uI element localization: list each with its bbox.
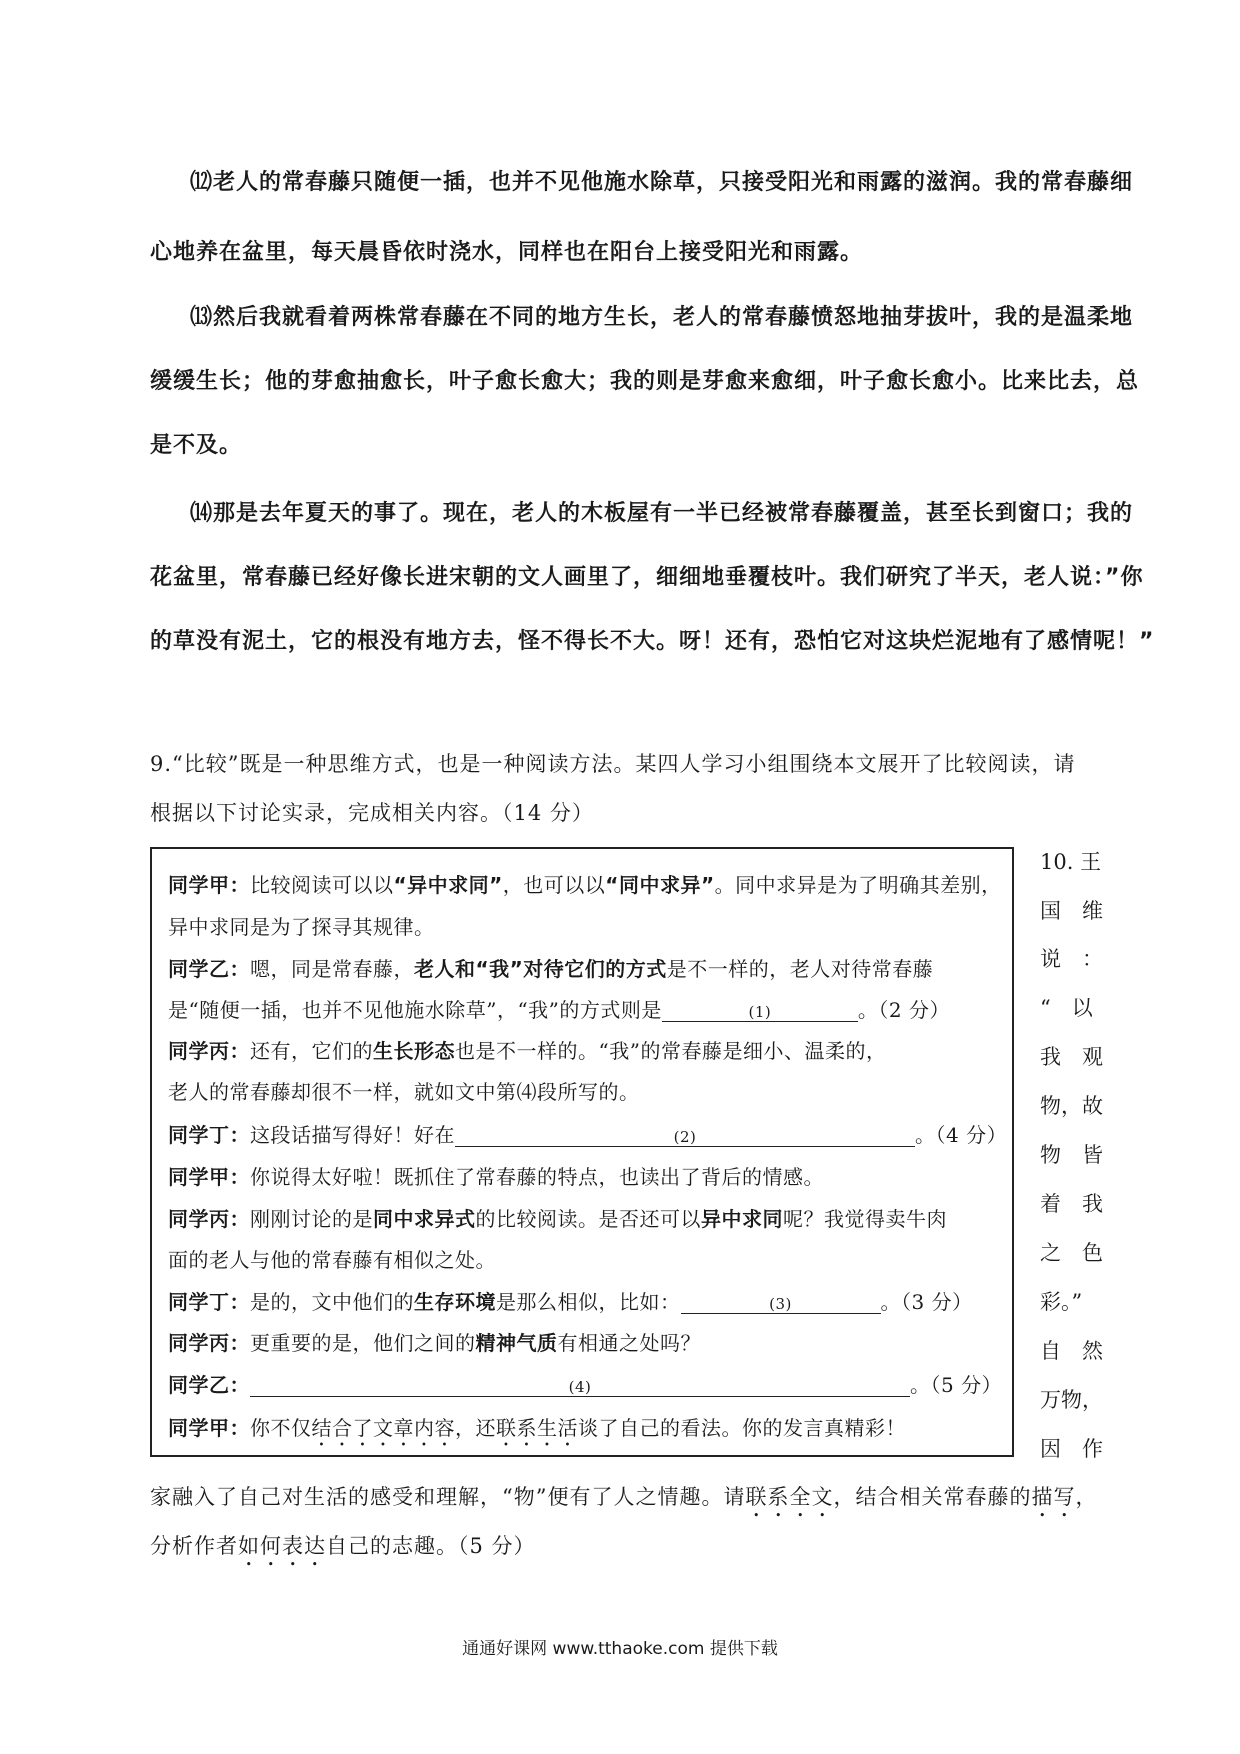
text-line: 的草没有泥土，它的根没有地方去，怪不得长不大。呀！还有，恐怕它对这块烂泥地有了感情呢！” bbox=[150, 629, 1155, 654]
emphasis-text: 同中求异式 bbox=[373, 1207, 476, 1231]
dialog-row bbox=[168, 994, 950, 1023]
question-9-line-2: 根据以下讨论实录，完成相关内容。（14 分） bbox=[150, 801, 594, 825]
speaker-label: 同学甲： bbox=[168, 1416, 250, 1440]
side-text: 我 观 bbox=[1040, 1045, 1103, 1069]
emphasis-dotted-text: 结合了文章内容 bbox=[311, 1416, 455, 1440]
dialog-text: 是那么相似，比如： bbox=[496, 1290, 681, 1314]
speaker-label: 同学乙： bbox=[168, 957, 250, 981]
score-text: 。（4 分） bbox=[915, 1123, 1008, 1147]
dialog-text: ，也可以以 bbox=[502, 873, 606, 897]
speaker-label: 同学乙： bbox=[168, 1373, 250, 1397]
answer-blank-4[interactable]: (4) bbox=[250, 1378, 910, 1397]
emphasis-text: 精神气质 bbox=[475, 1331, 558, 1355]
text-line: ⒀然后我就看着两株常春藤在不同的地方生长，老人的常春藤愤怒地抽芽拔叶，我的是温柔地 bbox=[190, 305, 1134, 330]
speaker-label: 同学丁： bbox=[168, 1290, 250, 1314]
side-text: 彩。” bbox=[1040, 1290, 1083, 1314]
dialog-row bbox=[168, 869, 1002, 898]
dialog-row bbox=[168, 1286, 973, 1315]
emphasis-dotted-text: 联系生活 bbox=[496, 1416, 578, 1440]
dialog-row: 异中求同是为了探寻其规律。 bbox=[168, 915, 435, 939]
dialog-text: 有相通之处吗？ bbox=[557, 1331, 701, 1355]
question-text: ， bbox=[1075, 1485, 1098, 1509]
question-9-line-1: 9.“比较”既是一种思维方式，也是一种阅读方法。某四人学习小组围绕本文展开了比较阅读，请 bbox=[150, 752, 1076, 776]
emphasis-text: “异中求同” bbox=[393, 873, 503, 897]
side-text: 因 作 bbox=[1040, 1437, 1103, 1461]
dialog-text: 你说得太好啦！既抓住了常春藤的特点，也读出了背后的情感。 bbox=[250, 1165, 824, 1189]
score-text: 。（3 分） bbox=[880, 1290, 973, 1314]
dialog-row bbox=[168, 1035, 886, 1064]
text-line: 花盆里，常春藤已经好像长进宋朝的文人画里了，细细地垂覆枝叶。我们研究了半天，老人说：”你 bbox=[150, 565, 1144, 590]
dialog-text: 也是不一样的。“我”的常春藤是细小、温柔的， bbox=[455, 1039, 887, 1063]
dialog-row bbox=[168, 1203, 947, 1232]
speaker-label: 同学丙： bbox=[168, 1207, 250, 1231]
dialog-row: 老人的常春藤却很不一样，就如文中第⑷段所写的。 bbox=[168, 1080, 640, 1104]
answer-blank-2[interactable]: (2) bbox=[455, 1128, 915, 1147]
text-line: 缓缓生长；他的芽愈抽愈长，叶子愈长愈大；我的则是芽愈来愈细，叶子愈长愈小。比来比去，总 bbox=[150, 369, 1140, 394]
dialog-row bbox=[168, 1369, 1002, 1398]
dialog-text: 是不一样的，老人对待常春藤 bbox=[666, 957, 934, 981]
text-line: 心地养在盆里，每天晨昏依时浇水，同样也在阳台上接受阳光和雨露。 bbox=[150, 240, 864, 265]
emphasis-text: 生存环境 bbox=[414, 1290, 496, 1314]
emphasis-text: 生长形态 bbox=[373, 1039, 455, 1063]
question-text: ，结合相关常春藤的 bbox=[833, 1485, 1032, 1509]
question-text: 家融入了自己对生活的感受和理解，“物”便有了人之情趣。请 bbox=[150, 1485, 746, 1509]
dialog-text: 嗯，同是常春藤， bbox=[250, 957, 414, 981]
dialog-text: 刚刚讨论的是 bbox=[250, 1207, 373, 1231]
text-line: ⑿老人的常春藤只随便一插，也并不见他施水除草，只接受阳光和雨露的滋润。我的常春藤细 bbox=[190, 170, 1134, 195]
dialog-row bbox=[168, 1412, 906, 1451]
side-text: 国 维 bbox=[1040, 899, 1103, 923]
dialog-text: 。同中求异是为了明确其差别， bbox=[714, 873, 1002, 897]
dialog-text: 比较阅读可以以 bbox=[250, 873, 394, 897]
dialog-text: 你不仅 bbox=[250, 1416, 312, 1440]
dialog-text: 这段话描写得好！好在 bbox=[250, 1123, 455, 1147]
answer-blank-1[interactable]: (1) bbox=[662, 1003, 858, 1022]
score-text: 。（5 分） bbox=[910, 1373, 1003, 1397]
side-text: 物 皆 bbox=[1040, 1143, 1103, 1167]
discussion-box bbox=[150, 847, 1014, 1457]
speaker-label: 同学丙： bbox=[168, 1331, 250, 1355]
side-text: “ 以 bbox=[1040, 996, 1093, 1020]
side-text: 着 我 bbox=[1040, 1192, 1103, 1216]
speaker-label: 同学丙： bbox=[168, 1039, 250, 1063]
emphasis-text: 老人和“我”对待它们的方式 bbox=[414, 957, 667, 981]
emphasis-dotted-text: 描写 bbox=[1031, 1485, 1076, 1509]
speaker-label: 同学甲： bbox=[168, 873, 250, 897]
emphasis-dotted-text: 如何表达 bbox=[238, 1534, 326, 1558]
side-text: 万物， bbox=[1040, 1388, 1103, 1412]
dialog-text: 是“随便一插，也并不见他施水除草”，“我”的方式则是 bbox=[168, 998, 662, 1022]
dialog-text: 还有，它们的 bbox=[250, 1039, 373, 1063]
side-text: 说 ： bbox=[1040, 947, 1103, 971]
answer-blank-3[interactable]: (3) bbox=[681, 1295, 881, 1314]
dialog-text: ，还 bbox=[455, 1416, 496, 1440]
dialog-row bbox=[168, 1119, 1007, 1148]
question-10-line-1 bbox=[150, 1481, 1097, 1522]
question-text: 自己的志趣。（5 分） bbox=[326, 1534, 536, 1558]
footer-source: 通通好课网 www.tthaoke.com 提供下载 bbox=[462, 1639, 778, 1659]
side-text: 自 然 bbox=[1040, 1339, 1103, 1363]
emphasis-text: 异中求同 bbox=[701, 1207, 783, 1231]
dialog-text: 呢？我觉得卖牛肉 bbox=[783, 1207, 947, 1231]
text-line: ⒁那是去年夏天的事了。现在，老人的木板屋有一半已经被常春藤覆盖，甚至长到窗口；我的 bbox=[190, 501, 1134, 526]
dialog-row bbox=[168, 953, 933, 982]
dialog-text: 更重要的是，他们之间的 bbox=[250, 1331, 476, 1355]
dialog-row bbox=[168, 1327, 701, 1356]
dialog-text: 谈了自己的看法。你的发言真精彩！ bbox=[578, 1416, 906, 1440]
dialog-text: 的比较阅读。是否还可以 bbox=[475, 1207, 701, 1231]
score-text: 。（2 分） bbox=[857, 998, 950, 1022]
side-text: 之 色 bbox=[1040, 1241, 1103, 1265]
side-text: 物，故 bbox=[1040, 1094, 1103, 1118]
dialog-text: 是的，文中他们的 bbox=[250, 1290, 414, 1314]
emphasis-dotted-text: 联系全文 bbox=[745, 1485, 834, 1509]
side-text: 10. 王 bbox=[1040, 850, 1102, 874]
dialog-row bbox=[168, 1161, 824, 1190]
dialog-row: 面的老人与他的常春藤有相似之处。 bbox=[168, 1248, 496, 1272]
speaker-label: 同学甲： bbox=[168, 1165, 250, 1189]
emphasis-text: “同中求异” bbox=[605, 873, 715, 897]
question-text: 分析作者 bbox=[150, 1534, 238, 1558]
text-line: 是不及。 bbox=[150, 433, 243, 458]
speaker-label: 同学丁： bbox=[168, 1123, 250, 1147]
question-10-line-2 bbox=[150, 1530, 536, 1571]
